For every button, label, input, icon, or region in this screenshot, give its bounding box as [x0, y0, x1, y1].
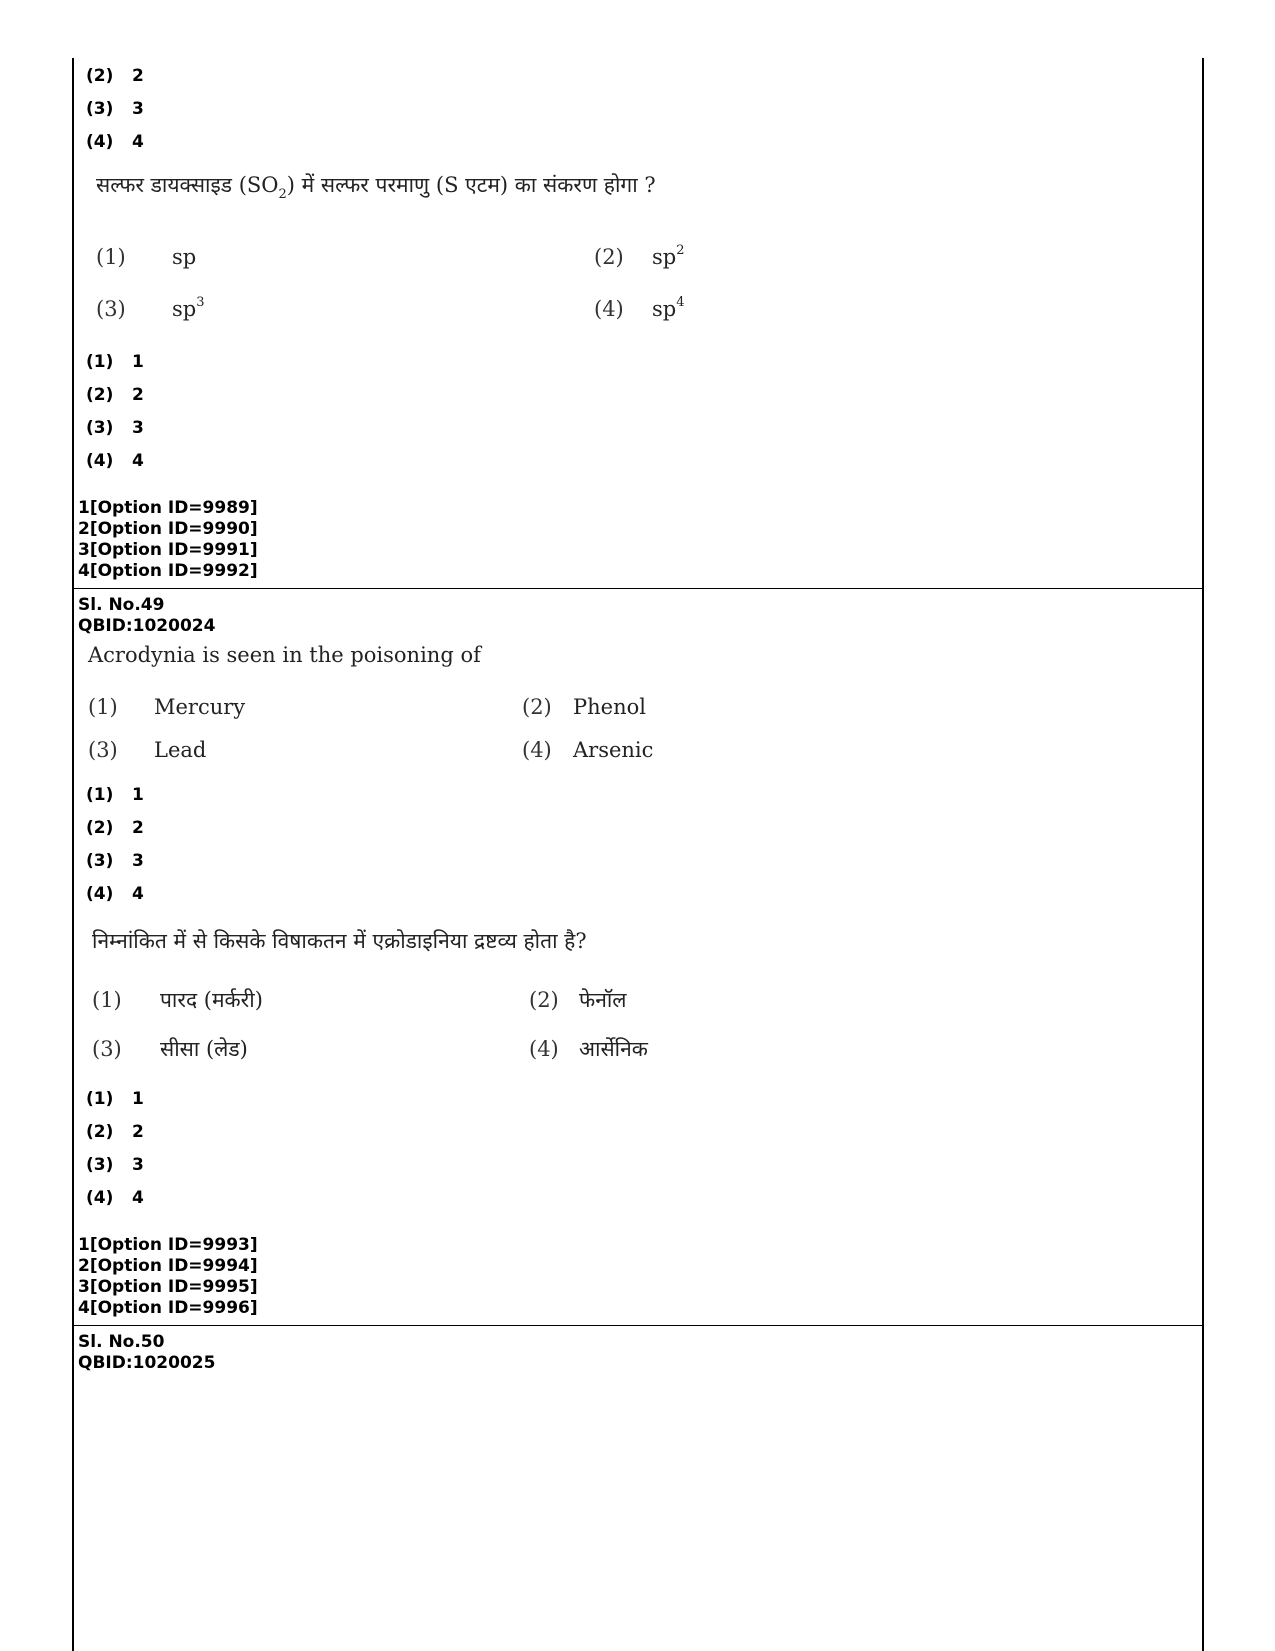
response-option-value: 3 [132, 851, 144, 871]
option-text [172, 244, 196, 270]
superscript: 3 [196, 295, 205, 310]
response-option-row [86, 1122, 144, 1142]
option-number: (4) [522, 738, 552, 762]
superscript: 2 [676, 243, 685, 258]
option-text [652, 296, 685, 322]
option-text: सीसा (लेड) [160, 1037, 248, 1061]
response-option-number: (3) [86, 418, 114, 438]
response-option-number: (1) [86, 1089, 114, 1109]
response-option-row [86, 418, 144, 438]
response-option-row [86, 132, 144, 152]
question-text-hindi: निम्नांकित में से किसके विषाकतन में एक्रोडाइनिया द्रष्टव्य होता है? [92, 929, 587, 953]
option-text-base: sp [172, 245, 197, 269]
qbid: QBID:1020024 [78, 616, 216, 636]
question-divider [74, 1325, 1202, 1326]
option-text: Mercury [154, 695, 246, 719]
response-option-row [86, 1089, 144, 1109]
response-option-number: (4) [86, 884, 114, 904]
response-option-value: 3 [132, 418, 144, 438]
response-option-value: 2 [132, 818, 144, 838]
option-id-line: 1[Option ID=9989] [78, 498, 258, 518]
response-option-row [86, 99, 144, 119]
response-option-row [86, 818, 144, 838]
option-text: आर्सेनिक [579, 1037, 648, 1061]
response-option-value: 3 [132, 1155, 144, 1175]
option-number: (2) [522, 695, 552, 719]
option-number: (4) [594, 297, 624, 321]
response-option-row [86, 851, 144, 871]
response-option-number: (2) [86, 818, 114, 838]
option-id-line: 1[Option ID=9993] [78, 1235, 258, 1255]
response-option-value: 4 [132, 1188, 144, 1208]
response-option-number: (1) [86, 785, 114, 805]
response-option-value: 4 [132, 132, 144, 152]
response-option-row [86, 66, 144, 86]
response-option-number: (4) [86, 451, 114, 471]
response-option-row [86, 884, 144, 904]
option-id-line: 4[Option ID=9992] [78, 561, 258, 581]
option-text: पारद (मर्करी) [160, 988, 263, 1012]
question-text-part: सल्फर डायक्साइड (SO [96, 173, 279, 197]
option-number: (1) [88, 695, 118, 719]
response-option-value: 3 [132, 99, 144, 119]
response-option-value: 1 [132, 352, 144, 372]
response-option-value: 2 [132, 385, 144, 405]
option-number: (1) [92, 988, 122, 1012]
response-option-number: (2) [86, 66, 114, 86]
option-text-base: sp [652, 297, 677, 321]
option-number: (4) [529, 1037, 559, 1061]
option-id-line: 2[Option ID=9994] [78, 1256, 258, 1276]
response-option-row [86, 785, 144, 805]
response-option-value: 4 [132, 884, 144, 904]
response-option-number: (3) [86, 851, 114, 871]
option-number: (3) [92, 1037, 122, 1061]
response-option-row [86, 1188, 144, 1208]
response-option-number: (1) [86, 352, 114, 372]
option-text-base: sp [652, 245, 677, 269]
serial-number: Sl. No.49 [78, 595, 165, 615]
option-id-line: 4[Option ID=9996] [78, 1298, 258, 1318]
response-option-number: (3) [86, 99, 114, 119]
response-option-number: (2) [86, 385, 114, 405]
response-option-number: (2) [86, 1122, 114, 1142]
option-number: (2) [594, 245, 624, 269]
option-number: (3) [96, 297, 126, 321]
option-number: (2) [529, 988, 559, 1012]
option-number: (1) [96, 245, 126, 269]
response-option-value: 2 [132, 1122, 144, 1142]
response-option-row [86, 1155, 144, 1175]
question-text-english: Acrodynia is seen in the poisoning of [88, 643, 481, 667]
option-id-line: 3[Option ID=9991] [78, 540, 258, 560]
option-text: Phenol [573, 695, 646, 719]
response-option-value: 2 [132, 66, 144, 86]
option-text [652, 244, 685, 270]
option-text: फेनॉल [579, 988, 627, 1012]
response-option-value: 1 [132, 785, 144, 805]
response-option-row [86, 385, 144, 405]
option-text-base: sp [172, 297, 197, 321]
response-option-value: 4 [132, 451, 144, 471]
superscript: 4 [676, 295, 685, 310]
subscript: 2 [278, 187, 287, 203]
response-option-row [86, 352, 144, 372]
response-option-number: (4) [86, 1188, 114, 1208]
option-number: (3) [88, 738, 118, 762]
question-text-part: ) में सल्फर परमाणु (S एटम) का संकरण होगा ? [286, 173, 656, 197]
response-option-number: (3) [86, 1155, 114, 1175]
option-text [172, 296, 205, 322]
response-option-number: (4) [86, 132, 114, 152]
question-paper-page [72, 58, 1204, 1651]
option-text: Lead [154, 738, 207, 762]
option-id-line: 2[Option ID=9990] [78, 519, 258, 539]
option-text: Arsenic [573, 738, 654, 762]
option-id-line: 3[Option ID=9995] [78, 1277, 258, 1297]
qbid: QBID:1020025 [78, 1353, 216, 1373]
question-divider [74, 588, 1202, 589]
question-text-hindi [96, 172, 656, 203]
response-option-row [86, 451, 144, 471]
serial-number: Sl. No.50 [78, 1332, 165, 1352]
response-option-value: 1 [132, 1089, 144, 1109]
